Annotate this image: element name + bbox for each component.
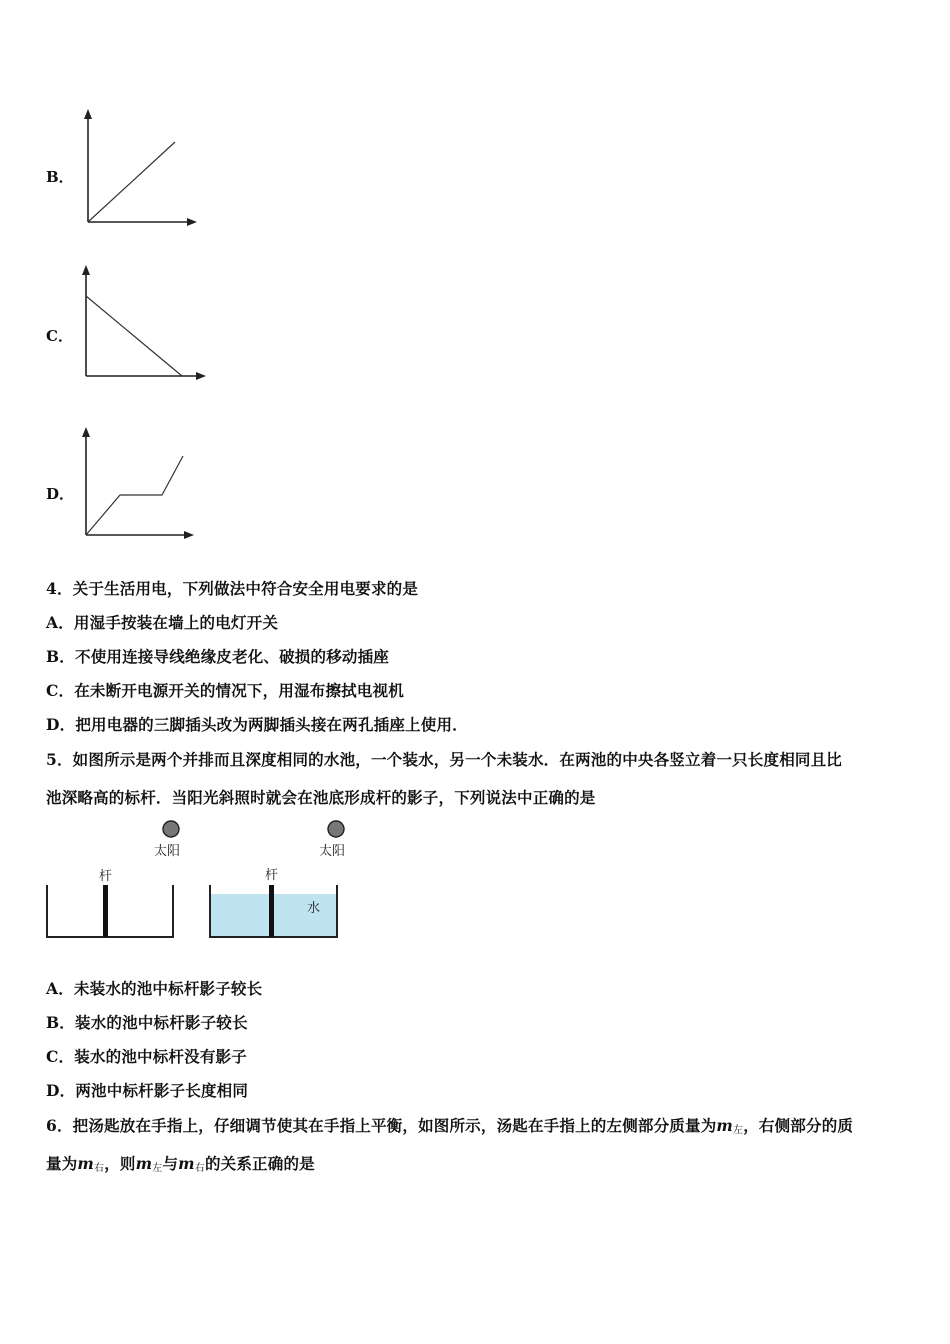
subscript-left: 左 (152, 1163, 163, 1174)
option-d-label: D． (46, 485, 75, 503)
subscript-left: 左 (733, 1125, 744, 1136)
sun-right-icon (328, 821, 344, 837)
q5-option-a: A．未装水的池中标杆影子较长 (46, 979, 263, 998)
q5-option-d: D．两池中标杆影子长度相同 (46, 1081, 249, 1100)
q6-text-b: ，右侧部分的质 (743, 1116, 854, 1135)
q6-text-d: ，则 (104, 1154, 136, 1173)
q5-stem-line2: 池深略高的标杆．当阳光斜照时就会在池底形成杆的影子，下列说法中正确的是 (46, 788, 596, 807)
y-arrow (82, 427, 90, 437)
y-arrow (84, 109, 92, 119)
q6-text-e: 与 (162, 1154, 179, 1173)
subscript-right: 右 (94, 1163, 105, 1174)
pools-figure (40, 816, 360, 944)
q4-option-d: D．把用电器的三脚插头改为两脚插头接在两孔插座上使用． (46, 715, 468, 734)
graph-b (78, 105, 202, 231)
sun-left-icon (163, 821, 179, 837)
x-arrow (196, 372, 206, 380)
mass-symbol: m (77, 1154, 95, 1173)
q6-text-c: 量为 (46, 1154, 78, 1173)
q4-option-b: B．不使用连接导线绝缘皮老化、破损的移动插座 (46, 647, 390, 666)
y-arrow (82, 265, 90, 275)
q6-stem-line1 (46, 1114, 853, 1136)
graph-line (86, 456, 183, 535)
mass-symbol: m (178, 1154, 195, 1173)
x-arrow (184, 531, 194, 539)
q5-option-c: C．装水的池中标杆没有影子 (46, 1047, 247, 1066)
x-arrow (187, 218, 197, 226)
pole-left (103, 885, 108, 937)
pool-left (47, 885, 173, 937)
pole-right-label: 杆 (265, 868, 279, 883)
subscript-right: 右 (194, 1163, 205, 1174)
option-c-label: C． (46, 327, 73, 345)
q4-option-c: C．在未断开电源开关的情况下，用湿布擦拭电视机 (46, 681, 404, 700)
sun-right-label: 太阳 (319, 844, 346, 859)
pole-right (269, 885, 274, 937)
q5-stem-line1: 5．如图所示是两个并排而且深度相同的水池，一个装水，另一个未装水．在两池的中央各竖立着一只长度相同且比 (46, 750, 842, 769)
graph-line (86, 296, 182, 376)
mass-symbol: m (716, 1116, 733, 1135)
graph-line (88, 142, 175, 222)
water-label: 水 (307, 901, 321, 916)
mass-symbol: m (135, 1154, 153, 1173)
q5-option-b: B．装水的池中标杆影子较长 (46, 1013, 248, 1032)
q6-text-f: 的关系正确的是 (204, 1154, 315, 1173)
graph-d (76, 424, 200, 544)
option-b-label: B． (46, 168, 74, 186)
q4-option-a: A．用湿手按装在墙上的电灯开关 (46, 613, 279, 632)
q6-stem-line2 (46, 1152, 315, 1174)
q6-text-a: 6．把汤匙放在手指上，仔细调节使其在手指上平衡，如图所示，汤匙在手指上的左侧部分质量为 (46, 1116, 717, 1135)
sun-left-label: 太阳 (154, 844, 181, 859)
pole-left-label: 杆 (99, 869, 113, 884)
graph-c (76, 262, 210, 386)
q4-stem: 4．关于生活用电，下列做法中符合安全用电要求的是 (46, 579, 419, 598)
